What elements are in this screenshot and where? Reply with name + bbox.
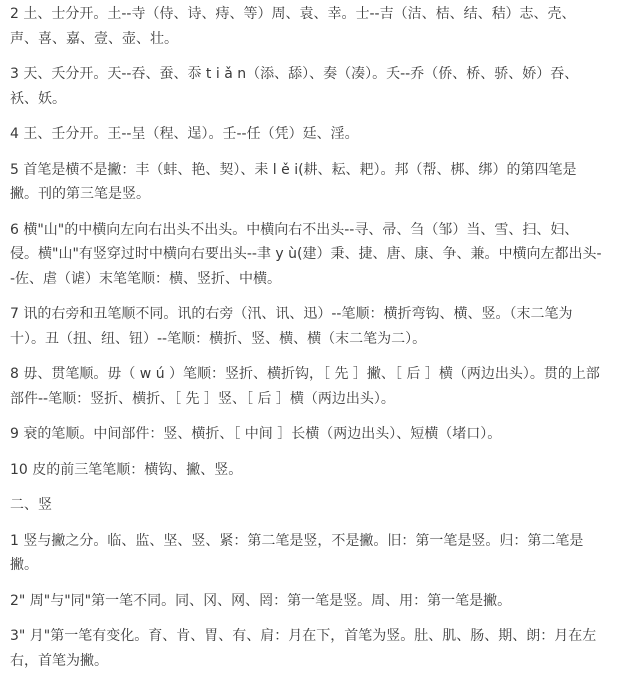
text-line: 十）。丑（扭、纽、钮）--笔顺：横折、竖、横、横（末二笔为二）。 [10, 330, 427, 347]
paragraph-8-wu-guan [10, 362, 612, 411]
paragraph-6-heng-shan [10, 218, 612, 292]
paragraph-5-first-stroke [10, 158, 612, 207]
text-line: 3 天、夭分开。天--吞、蚕、忝 t i ǎ n（添、舔）、奏（凑）。夭--乔（侨、桥、骄、娇）吞、 [10, 66, 579, 82]
section-paragraph-3 [10, 624, 612, 673]
text-line: 撇。 [10, 557, 38, 573]
text-line: 10 皮的前三笔笔顺：横钩、撇、竖。 [10, 461, 243, 478]
paragraph-10-pi [10, 458, 612, 483]
text-line: 3" 月"第一笔有变化。育、肯、胃、有、肩：月在下，首笔为竖。肚、肌、肠、期、朗：月在左 [10, 628, 597, 644]
text-line: 2" 周"与"同"第一笔不同。同、冈、网、罔：第一笔是竖。周、用：第一笔是撇。 [10, 592, 512, 609]
paragraph-3-tian-yao [10, 62, 612, 111]
section-heading: 二、竖 [10, 497, 52, 513]
text-line: 1 竖与撇之分。临、监、坚、竖、紧：第二笔是竖，不是撇。旧：第一笔是竖。归：第二笔是 [10, 532, 584, 549]
document-body [10, 2, 612, 684]
text-line: 右，首笔为撇。 [10, 652, 108, 669]
paragraph-9-shuai [10, 422, 612, 447]
section-paragraph-2 [10, 589, 612, 614]
text-line: 8 毋、贯笔顺。毋（ w ú ）笔顺：竖折、横折钩，［ 先 ］撇、［ 后 ］横（两边出头）。贯的上部 [10, 366, 600, 382]
paragraph-2-tu-shi [10, 2, 612, 51]
text-line: 撇。刊的第三笔是竖。 [10, 186, 150, 202]
text-line: 9 衰的笔顺。中间部件：竖、横折、［ 中间 ］长横（两边出头）、短横（堵口）。 [10, 426, 502, 442]
text-line: 2 土、士分开。土--寺（侍、诗、痔、等）周、袁、幸。士--吉（洁、桔、结、秸）志、壳、 [10, 6, 576, 22]
text-line: 6 横"山"的中横向左向右出头不出头。中横向右不出头--寻、帚、刍（邹）当、雪、扫、妇、 [10, 221, 579, 238]
text-line: 5 首笔是横不是撇：丰（蚌、艳、契）、耒 l ě i(耕、耘、耙）。邦（帮、梆、绑）的第四笔是 [10, 161, 577, 178]
text-line: 袄、妖。 [10, 90, 66, 107]
section-paragraph-1 [10, 529, 612, 578]
text-line: 7 讯的右旁和丑笔顺不同。讯的右旁（汛、讯、迅）--笔顺：横折弯钩、横、竖。（末二笔为 [10, 306, 573, 322]
text-line: 部件--笔顺：竖折、横折、［ 先 ］竖、［ 后 ］横（两边出头）。 [10, 390, 395, 407]
paragraph-4-wang-ren [10, 122, 612, 147]
text-line: -佐、虐（谑）末笔笔顺：横、竖折、中横。 [10, 270, 282, 287]
text-line: 4 王、壬分开。王--呈（程、逞）。壬--任（凭）廷、淫。 [10, 126, 359, 142]
paragraph-7-xun-chou [10, 302, 612, 351]
text-line: 侵。横"山"有竖穿过时中横向右要出头--聿 y ù(建）秉、捷、唐、康、争、兼。中横向左都出头- [10, 246, 602, 262]
text-line: 声、喜、嘉、壹、壶、壮。 [10, 30, 178, 47]
